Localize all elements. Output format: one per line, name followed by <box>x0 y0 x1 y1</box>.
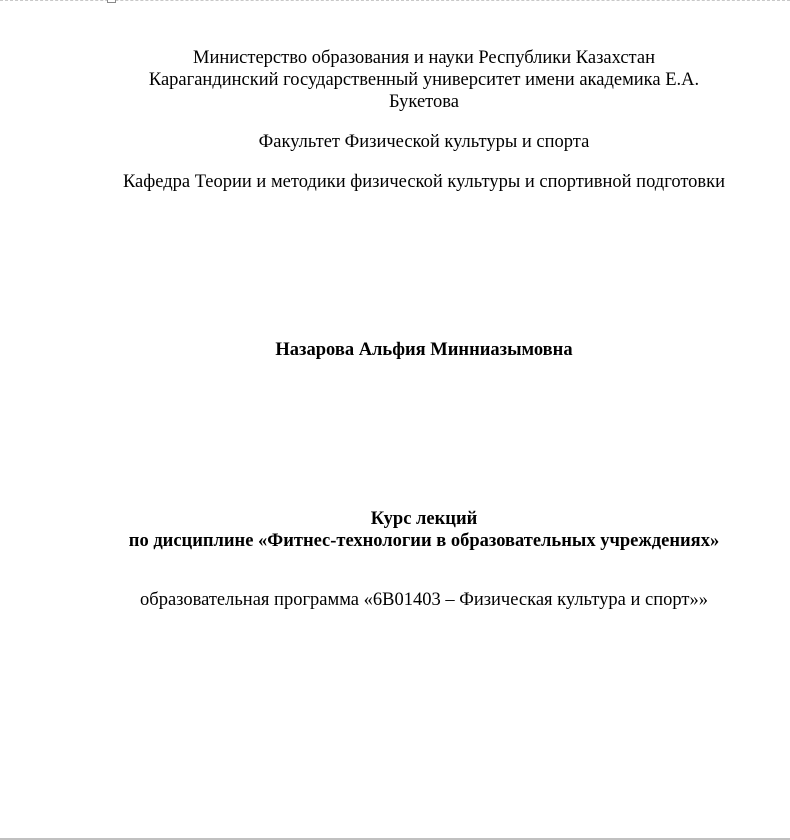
university-line-1: Карагандинский государственный университет имени академика Е.А. <box>148 70 700 90</box>
faculty-line: Факультет Физической культуры и спорта <box>258 132 590 152</box>
author-name: Назарова Альфия Минниазымовна <box>275 340 573 360</box>
course-title-line-1: Курс лекций <box>370 509 478 529</box>
program-line: образовательная программа «6В01403 – Физическая культура и спорт»» <box>140 590 708 610</box>
department-line: Кафедра Теории и методики физической культуры и спортивной подготовки <box>122 172 726 192</box>
university-line-2: Букетова <box>389 92 459 112</box>
ministry-line: Министерство образования и науки Республики Казахстан <box>193 48 655 68</box>
course-title-line-2: по дисциплине «Фитнес-технологии в образовательных учреждениях» <box>128 531 720 551</box>
